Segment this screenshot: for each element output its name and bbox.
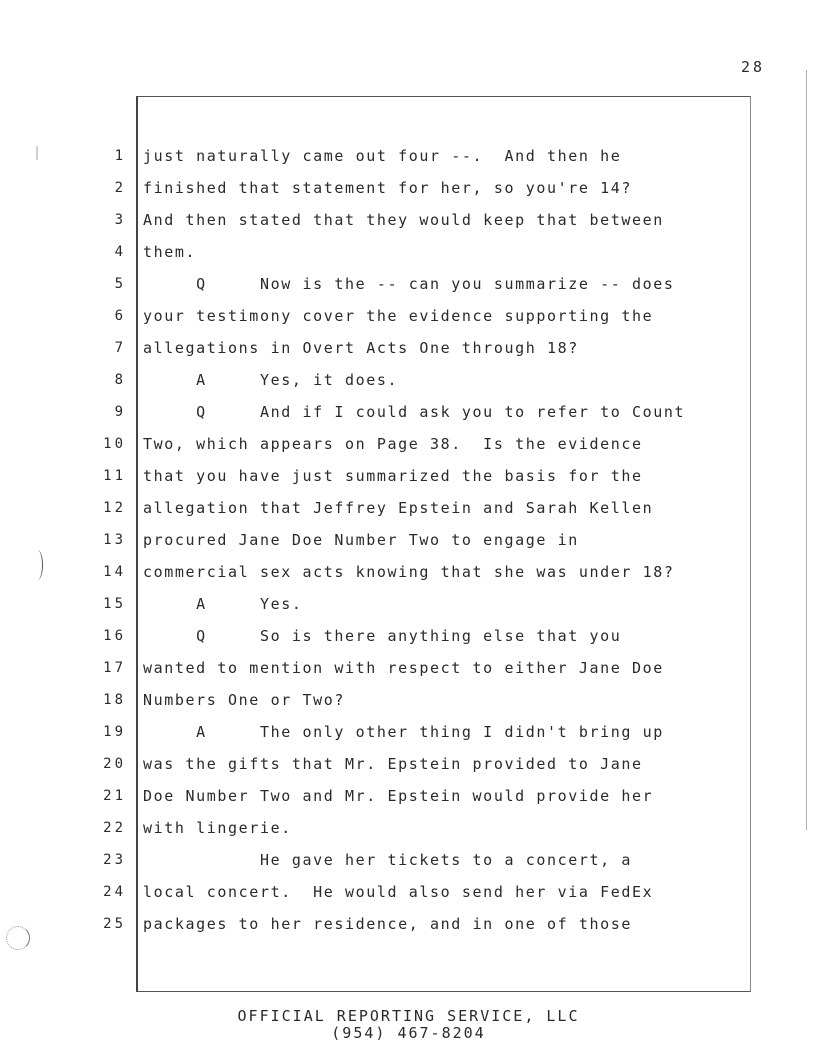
- line-number: 4: [114, 244, 126, 260]
- line-number: 11: [103, 468, 126, 484]
- transcript-line: Doe Number Two and Mr. Epstein would provide her: [143, 787, 654, 805]
- line-number: 1: [114, 148, 126, 164]
- line-number: 14: [103, 564, 126, 580]
- transcript-line: just naturally came out four --. And then he: [143, 147, 622, 165]
- line-number: 8: [114, 372, 126, 388]
- line-number: 3: [114, 212, 126, 228]
- footer-phone: (954) 467-8204: [331, 1024, 486, 1042]
- transcript-line: A Yes, it does.: [143, 371, 399, 389]
- transcript-line: Numbers One or Two?: [143, 691, 345, 709]
- transcript-line: finished that statement for her, so you're 14?: [143, 179, 633, 197]
- line-number: 13: [103, 532, 126, 548]
- line-number-column: [96, 140, 126, 940]
- transcript-line: local concert. He would also send her via FedEx: [143, 883, 654, 901]
- footer-company: OFFICIAL REPORTING SERVICE, LLC: [237, 1007, 580, 1025]
- line-number: 15: [103, 596, 126, 612]
- transcript-line: allegations in Overt Acts One through 18?: [143, 339, 579, 357]
- binder-hole-mark: [6, 926, 30, 950]
- line-number: 9: [114, 404, 126, 420]
- transcript-text: [143, 140, 743, 940]
- line-number: 23: [103, 852, 126, 868]
- transcript-line: Two, which appears on Page 38. Is the evidence: [143, 435, 643, 453]
- transcript-line: Q So is there anything else that you: [143, 627, 622, 645]
- line-number: 12: [103, 500, 126, 516]
- transcript-line: Q Now is the -- can you summarize -- does: [143, 275, 675, 293]
- transcript-line: A The only other thing I didn't bring up: [143, 723, 664, 741]
- line-number: 22: [103, 820, 126, 836]
- transcript-line: wanted to mention with respect to either Jane Doe: [143, 659, 664, 677]
- transcript-line: packages to her residence, and in one of those: [143, 915, 633, 933]
- transcript-line: that you have just summarized the basis for the: [143, 467, 643, 485]
- transcript-line: procured Jane Doe Number Two to engage in: [143, 531, 579, 549]
- line-number: 18: [103, 692, 126, 708]
- line-number: 17: [103, 660, 126, 676]
- line-number: 21: [103, 788, 126, 804]
- transcript-line: commercial sex acts knowing that she was under 18?: [143, 563, 675, 581]
- line-number: 10: [103, 436, 126, 452]
- transcript-line: them.: [143, 243, 197, 261]
- line-number: 24: [103, 884, 126, 900]
- line-number: 20: [103, 756, 126, 772]
- transcript-line: allegation that Jeffrey Epstein and Sarah Kellen: [143, 499, 654, 517]
- right-page-edge: [806, 70, 807, 830]
- transcript-line: was the gifts that Mr. Epstein provided to Jane: [143, 755, 643, 773]
- transcript-line: with lingerie.: [143, 819, 292, 837]
- margin-paren-mark: [32, 550, 43, 580]
- transcript-line: He gave her tickets to a concert, a: [143, 851, 633, 869]
- line-number: 25: [103, 916, 126, 932]
- page-number: 28: [740, 58, 765, 76]
- line-number: 19: [103, 724, 126, 740]
- line-number: 2: [114, 180, 126, 196]
- transcript-line: A Yes.: [143, 595, 303, 613]
- transcript-line: your testimony cover the evidence supporting the: [143, 307, 654, 325]
- line-number: 7: [114, 340, 126, 356]
- margin-speck-mark: [36, 146, 38, 160]
- line-number: 16: [103, 628, 126, 644]
- line-number: 6: [114, 308, 126, 324]
- transcript-line: And then stated that they would keep that between: [143, 211, 664, 229]
- transcript-line: Q And if I could ask you to refer to Count: [143, 403, 686, 421]
- line-number: 5: [114, 276, 126, 292]
